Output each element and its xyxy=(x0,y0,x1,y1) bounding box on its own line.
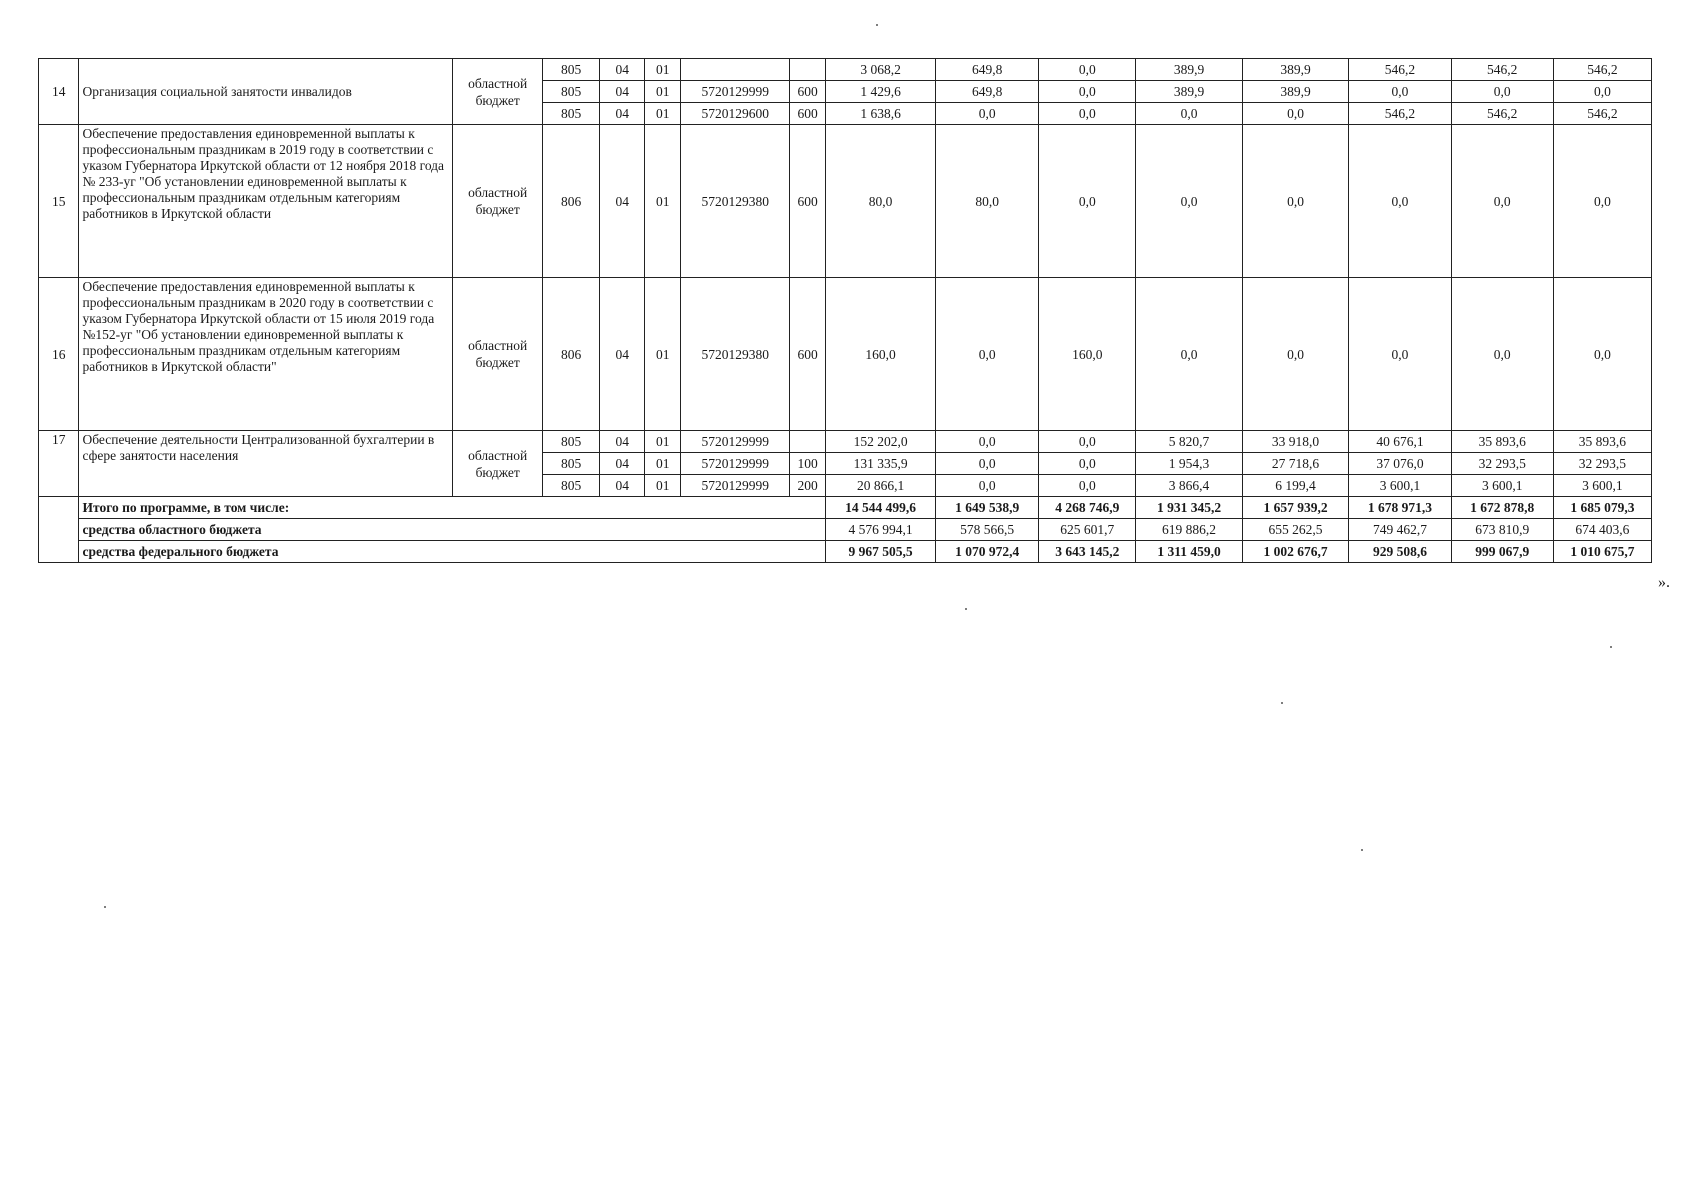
rz-cell: 04 xyxy=(600,59,645,81)
total-value: 999 067,9 xyxy=(1451,541,1553,563)
total-value: 1 311 459,0 xyxy=(1136,541,1243,563)
value-year: 0,0 xyxy=(1242,125,1349,278)
scan-speck xyxy=(965,608,967,610)
scan-speck xyxy=(1610,646,1612,648)
total-value: 929 508,6 xyxy=(1349,541,1451,563)
row-number: 14 xyxy=(39,59,79,125)
total-value: 3 643 145,2 xyxy=(1039,541,1136,563)
pr-cell: 01 xyxy=(645,81,681,103)
total-value: 1 657 939,2 xyxy=(1242,497,1349,519)
grbs-cell: 805 xyxy=(542,103,600,125)
rz-cell: 04 xyxy=(600,278,645,431)
value-year: 0,0 xyxy=(1039,475,1136,497)
table-row xyxy=(39,431,1652,453)
row-description: Обеспечение деятельности Централизованной бухгалтерии в сфере занятости населения xyxy=(79,431,453,497)
value-year: 546,2 xyxy=(1451,103,1553,125)
value-total: 1 429,6 xyxy=(826,81,936,103)
total-value: 655 262,5 xyxy=(1242,519,1349,541)
value-year: 27 718,6 xyxy=(1242,453,1349,475)
value-year: 389,9 xyxy=(1242,81,1349,103)
total-value: 1 010 675,7 xyxy=(1553,541,1651,563)
vr-cell xyxy=(790,59,826,81)
csr-cell: 5720129380 xyxy=(681,125,790,278)
value-year: 0,0 xyxy=(1039,103,1136,125)
total-value: 1 672 878,8 xyxy=(1451,497,1553,519)
value-year: 389,9 xyxy=(1136,81,1243,103)
value-year: 40 676,1 xyxy=(1349,431,1451,453)
value-year: 0,0 xyxy=(1039,125,1136,278)
grbs-cell: 805 xyxy=(542,453,600,475)
value-year: 35 893,6 xyxy=(1553,431,1651,453)
scan-speck xyxy=(104,906,106,908)
vr-cell xyxy=(790,431,826,453)
total-value: 4 268 746,9 xyxy=(1039,497,1136,519)
value-year: 0,0 xyxy=(1553,81,1651,103)
total-value: 578 566,5 xyxy=(935,519,1038,541)
total-value: 1 649 538,9 xyxy=(935,497,1038,519)
value-year: 0,0 xyxy=(1136,125,1243,278)
csr-cell: 5720129999 xyxy=(681,431,790,453)
csr-cell: 5720129999 xyxy=(681,475,790,497)
value-total: 160,0 xyxy=(826,278,936,431)
total-label: Итого по программе, в том числе: xyxy=(79,497,826,519)
total-value: 1 070 972,4 xyxy=(935,541,1038,563)
value-year: 80,0 xyxy=(935,125,1038,278)
value-year: 33 918,0 xyxy=(1242,431,1349,453)
value-year: 546,2 xyxy=(1349,59,1451,81)
value-year: 0,0 xyxy=(1349,125,1451,278)
value-year: 649,8 xyxy=(935,59,1038,81)
value-year: 0,0 xyxy=(1451,81,1553,103)
pr-cell: 01 xyxy=(645,59,681,81)
value-year: 0,0 xyxy=(1553,125,1651,278)
value-year: 3 866,4 xyxy=(1136,475,1243,497)
value-year: 0,0 xyxy=(1039,59,1136,81)
csr-cell: 5720129380 xyxy=(681,278,790,431)
total-row xyxy=(39,519,1652,541)
grbs-cell: 805 xyxy=(542,59,600,81)
row-number: 15 xyxy=(39,125,79,278)
grbs-cell: 806 xyxy=(542,125,600,278)
federal-budget-label: средства федерального бюджета xyxy=(79,541,826,563)
vr-cell: 600 xyxy=(790,125,826,278)
value-total: 80,0 xyxy=(826,125,936,278)
total-value: 1 685 079,3 xyxy=(1553,497,1651,519)
pr-cell: 01 xyxy=(645,475,681,497)
funding-source: областной бюджет xyxy=(453,125,542,278)
value-total: 3 068,2 xyxy=(826,59,936,81)
vr-cell: 600 xyxy=(790,278,826,431)
value-year: 389,9 xyxy=(1242,59,1349,81)
value-total: 1 638,6 xyxy=(826,103,936,125)
row-description: Обеспечение предоставления единовременной выплаты к профессиональным праздникам в 2019 году в соответствии с указом Губернатора Иркутской области от 12 ноября 2018 года № 233-уг "Об установлении единовременной выплаты к профессиональным праздникам отдельным категориям работников в Иркутской области xyxy=(79,125,453,278)
value-year: 0,0 xyxy=(935,103,1038,125)
csr-cell: 5720129999 xyxy=(681,453,790,475)
total-row xyxy=(39,541,1652,563)
value-year: 0,0 xyxy=(1553,278,1651,431)
value-year: 0,0 xyxy=(935,453,1038,475)
total-value: 674 403,6 xyxy=(1553,519,1651,541)
value-year: 0,0 xyxy=(935,278,1038,431)
value-total: 131 335,9 xyxy=(826,453,936,475)
pr-cell: 01 xyxy=(645,278,681,431)
value-year: 3 600,1 xyxy=(1349,475,1451,497)
table-row xyxy=(39,278,1652,431)
value-year: 32 293,5 xyxy=(1553,453,1651,475)
total-value: 14 544 499,6 xyxy=(826,497,936,519)
value-year: 546,2 xyxy=(1553,103,1651,125)
value-year: 32 293,5 xyxy=(1451,453,1553,475)
scan-speck xyxy=(1361,849,1363,851)
value-year: 0,0 xyxy=(935,431,1038,453)
rz-cell: 04 xyxy=(600,125,645,278)
value-year: 0,0 xyxy=(1242,278,1349,431)
total-value: 9 967 505,5 xyxy=(826,541,936,563)
vr-cell: 200 xyxy=(790,475,826,497)
value-total: 20 866,1 xyxy=(826,475,936,497)
grbs-cell: 806 xyxy=(542,278,600,431)
vr-cell: 100 xyxy=(790,453,826,475)
row-number: 17 xyxy=(39,431,79,497)
value-year: 0,0 xyxy=(1349,81,1451,103)
value-year: 6 199,4 xyxy=(1242,475,1349,497)
total-number-cell xyxy=(39,497,79,563)
total-value: 1 931 345,2 xyxy=(1136,497,1243,519)
total-value: 625 601,7 xyxy=(1039,519,1136,541)
rz-cell: 04 xyxy=(600,475,645,497)
pr-cell: 01 xyxy=(645,431,681,453)
grbs-cell: 805 xyxy=(542,475,600,497)
row-description: Организация социальной занятости инвалидов xyxy=(79,59,453,125)
regional-budget-label: средства областного бюджета xyxy=(79,519,826,541)
pr-cell: 01 xyxy=(645,453,681,475)
row-description: Обеспечение предоставления единовременной выплаты к профессиональным праздникам в 2020 году в соответствии с указом Губернатора Иркутской области от 15 июля 2019 года №152-уг "Об установлении единовременной выплаты к профессиональным праздникам отдельным категориям работников в Иркутской области" xyxy=(79,278,453,431)
value-year: 3 600,1 xyxy=(1553,475,1651,497)
value-year: 0,0 xyxy=(1039,431,1136,453)
value-year: 160,0 xyxy=(1039,278,1136,431)
pr-cell: 01 xyxy=(645,103,681,125)
value-year: 0,0 xyxy=(1451,278,1553,431)
rz-cell: 04 xyxy=(600,431,645,453)
value-year: 649,8 xyxy=(935,81,1038,103)
value-year: 0,0 xyxy=(1136,278,1243,431)
value-year: 546,2 xyxy=(1451,59,1553,81)
total-value: 1 678 971,3 xyxy=(1349,497,1451,519)
total-value: 4 576 994,1 xyxy=(826,519,936,541)
csr-cell xyxy=(681,59,790,81)
csr-cell: 5720129600 xyxy=(681,103,790,125)
funding-source: областной бюджет xyxy=(453,431,542,497)
total-value: 619 886,2 xyxy=(1136,519,1243,541)
grbs-cell: 805 xyxy=(542,431,600,453)
scan-speck xyxy=(1281,702,1283,704)
total-row xyxy=(39,497,1652,519)
value-year: 0,0 xyxy=(1451,125,1553,278)
vr-cell: 600 xyxy=(790,103,826,125)
value-year: 0,0 xyxy=(1039,81,1136,103)
value-year: 0,0 xyxy=(1349,278,1451,431)
rz-cell: 04 xyxy=(600,81,645,103)
row-number: 16 xyxy=(39,278,79,431)
program-funding-table xyxy=(38,58,1652,563)
value-year: 1 954,3 xyxy=(1136,453,1243,475)
table-row xyxy=(39,59,1652,81)
pr-cell: 01 xyxy=(645,125,681,278)
value-total: 152 202,0 xyxy=(826,431,936,453)
value-year: 0,0 xyxy=(1039,453,1136,475)
value-year: 0,0 xyxy=(1242,103,1349,125)
grbs-cell: 805 xyxy=(542,81,600,103)
total-value: 749 462,7 xyxy=(1349,519,1451,541)
value-year: 37 076,0 xyxy=(1349,453,1451,475)
closing-quote-mark: ». xyxy=(1658,574,1670,591)
funding-source: областной бюджет xyxy=(453,278,542,431)
scan-speck xyxy=(876,24,878,26)
program-table-container xyxy=(38,58,1652,563)
table-row xyxy=(39,125,1652,278)
value-year: 35 893,6 xyxy=(1451,431,1553,453)
vr-cell: 600 xyxy=(790,81,826,103)
value-year: 3 600,1 xyxy=(1451,475,1553,497)
funding-source: областной бюджет xyxy=(453,59,542,125)
value-year: 0,0 xyxy=(1136,103,1243,125)
value-year: 546,2 xyxy=(1553,59,1651,81)
csr-cell: 5720129999 xyxy=(681,81,790,103)
rz-cell: 04 xyxy=(600,453,645,475)
rz-cell: 04 xyxy=(600,103,645,125)
value-year: 546,2 xyxy=(1349,103,1451,125)
value-year: 5 820,7 xyxy=(1136,431,1243,453)
total-value: 673 810,9 xyxy=(1451,519,1553,541)
value-year: 0,0 xyxy=(935,475,1038,497)
value-year: 389,9 xyxy=(1136,59,1243,81)
total-value: 1 002 676,7 xyxy=(1242,541,1349,563)
